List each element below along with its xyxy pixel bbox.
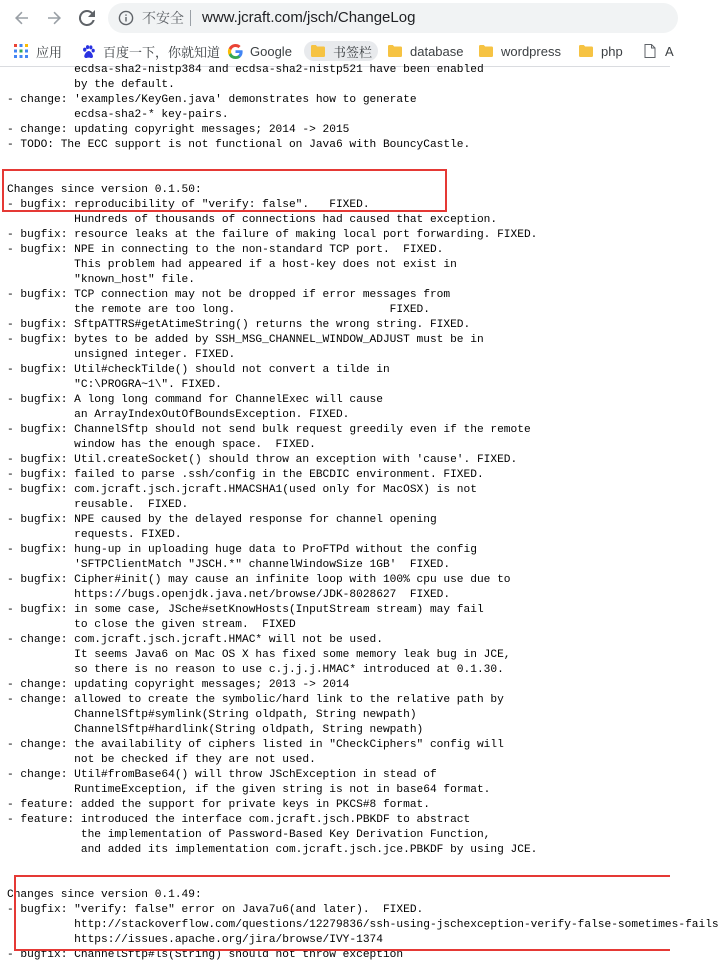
changelog-line: - bugfix: TCP connection may not be dropped if error messages from: [7, 289, 451, 301]
bookmark-label: 应用: [36, 44, 63, 60]
changelog-line: not be checked if they are not used.: [7, 754, 316, 766]
changelog-line: - bugfix: failed to parse .ssh/config in the EBCDIC environment. FIXED.: [7, 469, 484, 481]
bookmark-page-overflow[interactable]: [642, 41, 674, 61]
changelog-line: - change: updating copyright messages; 2013 -> 2014: [7, 679, 350, 691]
changelog-line: to close the given stream. FIXED: [7, 619, 296, 631]
bookmark-baidu[interactable]: [80, 41, 220, 61]
changelog-line: [7, 168, 670, 183]
security-label[interactable]: 不安全: [142, 10, 184, 26]
changelog-line: the remote are too long. FIXED.: [7, 304, 430, 316]
bookmark-apps[interactable]: [13, 41, 62, 61]
changelog-line: unsigned integer. FIXED.: [7, 349, 236, 361]
baidu-paw-icon: [80, 43, 96, 59]
changelog-line: - bugfix: resource leaks at the failure of making local port forwarding. FIXED.: [7, 229, 538, 241]
folder-icon: [387, 43, 403, 59]
bookmark-folder-php[interactable]: [578, 41, 623, 61]
bookmark-label: php: [601, 43, 623, 59]
page-icon: [642, 43, 658, 59]
changelog-line: - bugfix: com.jcraft.jsch.jcraft.HMACSHA1(used only for MacOSX) is not: [7, 484, 477, 496]
changelog-line: ecdsa-sha2-* key-pairs.: [7, 109, 229, 121]
changelog-line: - bugfix: NPE in connecting to the non-standard TCP port. FIXED.: [7, 244, 444, 256]
changelog-line: and added its implementation com.jcraft.jsch.jce.PBKDF by using JCE.: [7, 844, 538, 856]
bookmark-label: database: [410, 43, 464, 59]
changelog-line: [7, 858, 670, 873]
changelog-line: - bugfix: Util.createSocket() should throw an exception with 'cause'. FIXED.: [7, 454, 518, 466]
changelog-line: - bugfix: Util#checkTilde() should not convert a tilde in: [7, 364, 390, 376]
url-text[interactable]: www.jcraft.com/jsch/ChangeLog: [202, 9, 416, 26]
bookmark-google[interactable]: [227, 41, 292, 61]
changelog-line: - change: updating copyright messages; 2014 -> 2015: [7, 124, 350, 136]
changelog-line: window has the enough space. FIXED.: [7, 439, 316, 451]
bookmark-folder-database[interactable]: [387, 41, 464, 61]
folder-icon: [578, 43, 594, 59]
changelog-line: - bugfix: reproducibility of "verify: false". FIXED.: [7, 199, 370, 211]
changelog-line: so there is no reason to use c.j.j.j.HMAC* introduced at 0.1.30.: [7, 664, 504, 676]
changelog-line: Hundreds of thousands of connections had caused that exception.: [7, 214, 498, 226]
changelog-line: - bugfix: SftpATTRS#getAtimeString() returns the wrong string. FIXED.: [7, 319, 471, 331]
changelog-line: - change: Util#fromBase64() will throw JSchException in stead of: [7, 769, 437, 781]
changelog-line: reusable. FIXED.: [7, 499, 189, 511]
apps-grid-icon: [13, 43, 29, 59]
changelog-line: - feature: added the support for private keys in PKCS#8 format.: [7, 799, 430, 811]
changelog-line: requests. FIXED.: [7, 529, 182, 541]
forward-arrow-icon: [46, 10, 62, 26]
changelog-line: ChannelSftp#symlink(String oldpath, String newpath): [7, 709, 417, 721]
omnibox-divider: [190, 10, 191, 26]
version-heading: Changes since version 0.1.50:: [7, 184, 202, 196]
changelog-line: - bugfix: ChannelSftp#ls(String) should not throw exception: [7, 949, 404, 961]
bookmark-label: wordpress: [501, 43, 561, 59]
version-heading: Changes since version 0.1.49:: [7, 889, 202, 901]
changelog-line: - change: the availability of ciphers listed in "CheckCiphers" config will: [7, 739, 504, 751]
changelog-line: - bugfix: "verify: false" error on Java7u6(and later). FIXED.: [7, 904, 424, 916]
changelog-line: This problem had appeared if a host-key does not exist in: [7, 259, 457, 271]
info-icon[interactable]: [118, 10, 134, 26]
changelog-line: - bugfix: hung-up in uploading huge data to ProFTPd without the config: [7, 544, 477, 556]
address-bar[interactable]: [108, 3, 678, 33]
changelog-line: RuntimeException, if the given string is not in base64 format.: [7, 784, 491, 796]
changelog-line: - bugfix: ChannelSftp should not send bulk request greedily even if the remote: [7, 424, 531, 436]
changelog-line: http://stackoverflow.com/questions/12279836/ssh-using-jschexception-verify-false-sometimes-fails: [7, 919, 719, 931]
reload-button[interactable]: [75, 6, 99, 30]
forward-button[interactable]: [42, 6, 66, 30]
changelog-line: https://bugs.openjdk.java.net/browse/JDK-8028627 FIXED.: [7, 589, 451, 601]
changelog-line: - feature: introduced the interface com.jcraft.jsch.PBKDF to abstract: [7, 814, 471, 826]
google-g-icon: [227, 43, 243, 59]
changelog-line: It seems Java6 on Mac OS X has fixed some memory leak bug in JCE,: [7, 649, 511, 661]
changelog-line: 'SFTPClientMatch "JSCH.*" channelWindowSize 1GB' FIXED.: [7, 559, 451, 571]
changelog-line: - bugfix: in some case, JSche#setKnowHosts(InputStream stream) may fail: [7, 604, 484, 616]
changelog-line: - bugfix: bytes to be added by SSH_MSG_CHANNEL_WINDOW_ADJUST must be in: [7, 334, 484, 346]
changelog-line: an ArrayIndexOutOfBoundsException. FIXED.: [7, 409, 350, 421]
bookmark-folder-bookmarks-bar[interactable]: [304, 41, 378, 61]
bookmark-label: A: [665, 43, 674, 59]
changelog-line: "C:\PROGRA~1\". FIXED.: [7, 379, 222, 391]
changelog-line: "known_host" file.: [7, 274, 195, 286]
bookmark-label: 百度一下，你就知道: [103, 44, 221, 60]
bookmark-label: 书签栏: [333, 44, 373, 60]
changelog-line: the implementation of Password-Based Key Derivation Function,: [7, 829, 491, 841]
back-arrow-icon: [14, 10, 30, 26]
bookmark-label: Google: [250, 43, 292, 59]
changelog-line: - change: allowed to create the symbolic/hard link to the relative path by: [7, 694, 504, 706]
folder-icon: [310, 43, 326, 59]
changelog-line: [7, 153, 670, 168]
changelog-line: - change: 'examples/KeyGen.java' demonstrates how to generate: [7, 94, 417, 106]
changelog-line: - bugfix: NPE caused by the delayed response for channel opening: [7, 514, 437, 526]
changelog-line: - bugfix: A long long command for ChannelExec will cause: [7, 394, 383, 406]
changelog-text: [7, 63, 719, 963]
changelog-line: by the default.: [7, 79, 175, 91]
changelog-line: ecdsa-sha2-nistp384 and ecdsa-sha2-nistp521 have been enabled: [7, 64, 484, 76]
folder-icon: [478, 43, 494, 59]
changelog-line: - change: com.jcraft.jsch.jcraft.HMAC* will not be used.: [7, 634, 383, 646]
changelog-line: - bugfix: Cipher#init() may cause an infinite loop with 100% cpu use due to: [7, 574, 511, 586]
back-button[interactable]: [10, 6, 34, 30]
changelog-line: [7, 873, 670, 888]
reload-icon: [79, 10, 95, 26]
bookmark-folder-wordpress[interactable]: [478, 41, 561, 61]
browser-toolbar: [0, 0, 670, 36]
changelog-line: ChannelSftp#hardlink(String oldpath, String newpath): [7, 724, 424, 736]
changelog-line: - TODO: The ECC support is not functional on Java6 with BouncyCastle.: [7, 139, 471, 151]
changelog-line: https://issues.apache.org/jira/browse/IVY-1374: [7, 934, 383, 946]
